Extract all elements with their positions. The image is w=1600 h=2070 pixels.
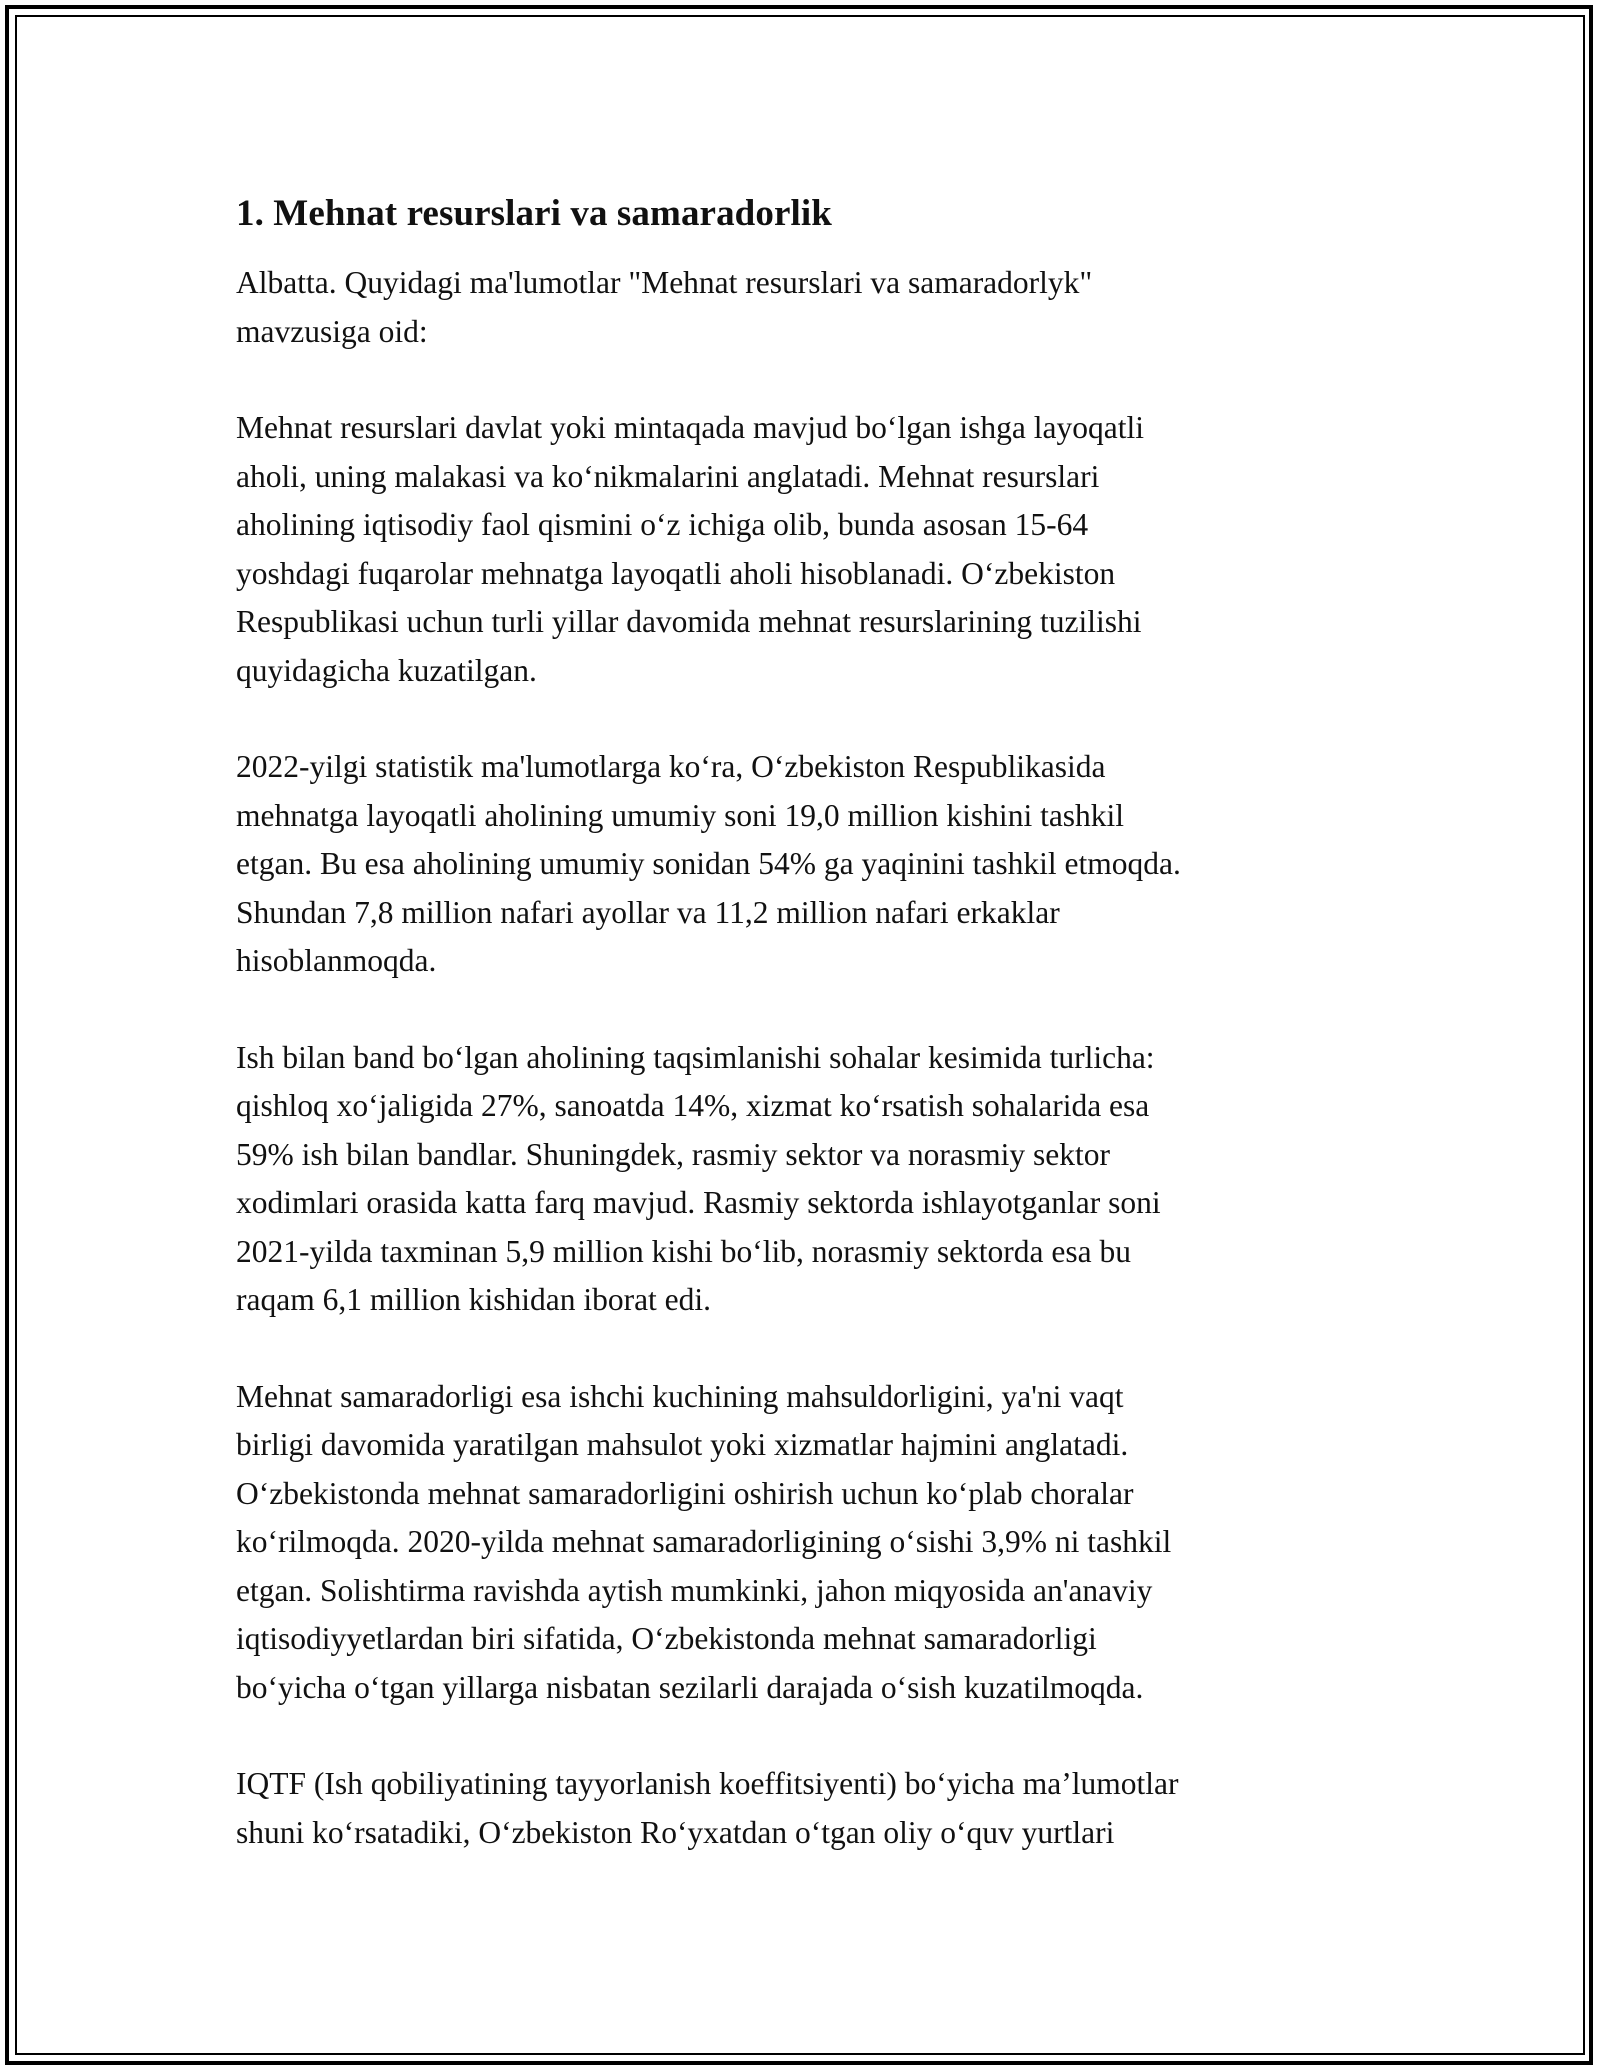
text-line: yoshdagi fuqarolar mehnatga layoqatli aholi hisoblanadi. O‘zbekiston [236, 555, 1116, 591]
text-line: shuni ko‘rsatadiki, O‘zbekiston Ro‘yxatdan o‘tgan oliy o‘quv yurtlari [236, 1814, 1115, 1850]
paragraph-intro [236, 259, 1376, 356]
paragraph-employment-sectors [236, 1034, 1376, 1325]
text-line: Shundan 7,8 million nafari ayollar va 11,2 million nafari erkaklar [236, 894, 1060, 930]
paragraph-productivity [236, 1373, 1376, 1713]
text-line: mehnatga layoqatli aholining umumiy soni 19,0 million kishini tashkil [236, 797, 1125, 833]
text-line: mavzusiga oid: [236, 313, 428, 349]
paragraph-iqtf [236, 1760, 1376, 1857]
text-line: Ish bilan band bo‘lgan aholining taqsimlanishi sohalar kesimida turlicha: [236, 1039, 1155, 1075]
text-line: ko‘rilmoqda. 2020-yilda mehnat samaradorligining o‘sishi 3,9% ni tashkil [236, 1524, 1172, 1559]
text-line: O‘zbekistonda mehnat samaradorligini oshirish uchun ko‘plab choralar [236, 1475, 1134, 1511]
text-line: qishloq xo‘jaligida 27%, sanoatda 14%, xizmat ko‘rsatish sohalarida esa [236, 1088, 1150, 1123]
text-line: aholining iqtisodiy faol qismini o‘z ichiga olib, bunda asosan 15-64 [236, 507, 1089, 542]
text-line: etgan. Solishtirma ravishda aytish mumkinki, jahon miqyosida an'anaviy [236, 1572, 1153, 1608]
document-page [236, 190, 1376, 1905]
text-line: 59% ish bilan bandlar. Shuningdek, rasmiy sektor va norasmiy sektor [236, 1136, 1110, 1172]
text-line: aholi, uning malakasi va ko‘nikmalarini anglatadi. Mehnat resurslari [236, 458, 1100, 494]
text-line: Respublikasi uchun turli yillar davomida mehnat resurslarining tuzilishi [236, 604, 1142, 639]
document-title: 1. Mehnat resurslari va samaradorlik [236, 193, 832, 234]
text-line: raqam 6,1 million kishidan iborat edi. [236, 1282, 712, 1317]
text-line: xodimlari orasida katta farq mavjud. Rasmiy sektorda ishlayotganlar soni [236, 1185, 1161, 1220]
text-line: quyidagicha kuzatilgan. [236, 652, 537, 688]
paragraph-labor-resources [236, 404, 1376, 695]
text-line: 2022-yilgi statistik ma'lumotlarga ko‘ra, O‘zbekiston Respublikasida [236, 749, 1106, 784]
text-line: birligi davomida yaratilgan mahsulot yoki xizmatlar hajmini anglatadi. [236, 1427, 1129, 1462]
text-line: Mehnat samaradorligi esa ishchi kuchining mahsuldorligini, ya'ni vaqt [236, 1378, 1124, 1414]
text-line: 2021-yilda taxminan 5,9 million kishi bo‘lib, norasmiy sektorda esa bu [236, 1233, 1131, 1269]
text-line: Albatta. Quyidagi ma'lumotlar "Mehnat resurslari va samaradorlyk" [236, 265, 1093, 300]
text-line: Mehnat resurslari davlat yoki mintaqada mavjud bo‘lgan ishga layoqatli [236, 410, 1145, 445]
paragraph-statistics-2022 [236, 743, 1376, 986]
text-line: iqtisodiyyetlardan biri sifatida, O‘zbekistonda mehnat samaradorligi [236, 1621, 1097, 1656]
text-line: hisoblanmoqda. [236, 943, 437, 978]
text-line: bo‘yicha o‘tgan yillarga nisbatan sezilarli darajada o‘sish kuzatilmoqda. [236, 1669, 1144, 1705]
text-line: IQTF (Ish qobiliyatining tayyorlanish koeffitsiyenti) bo‘yicha ma’lumotlar [236, 1766, 1179, 1801]
text-line: etgan. Bu esa aholining umumiy sonidan 54% ga yaqinini tashkil etmoqda. [236, 846, 1181, 881]
